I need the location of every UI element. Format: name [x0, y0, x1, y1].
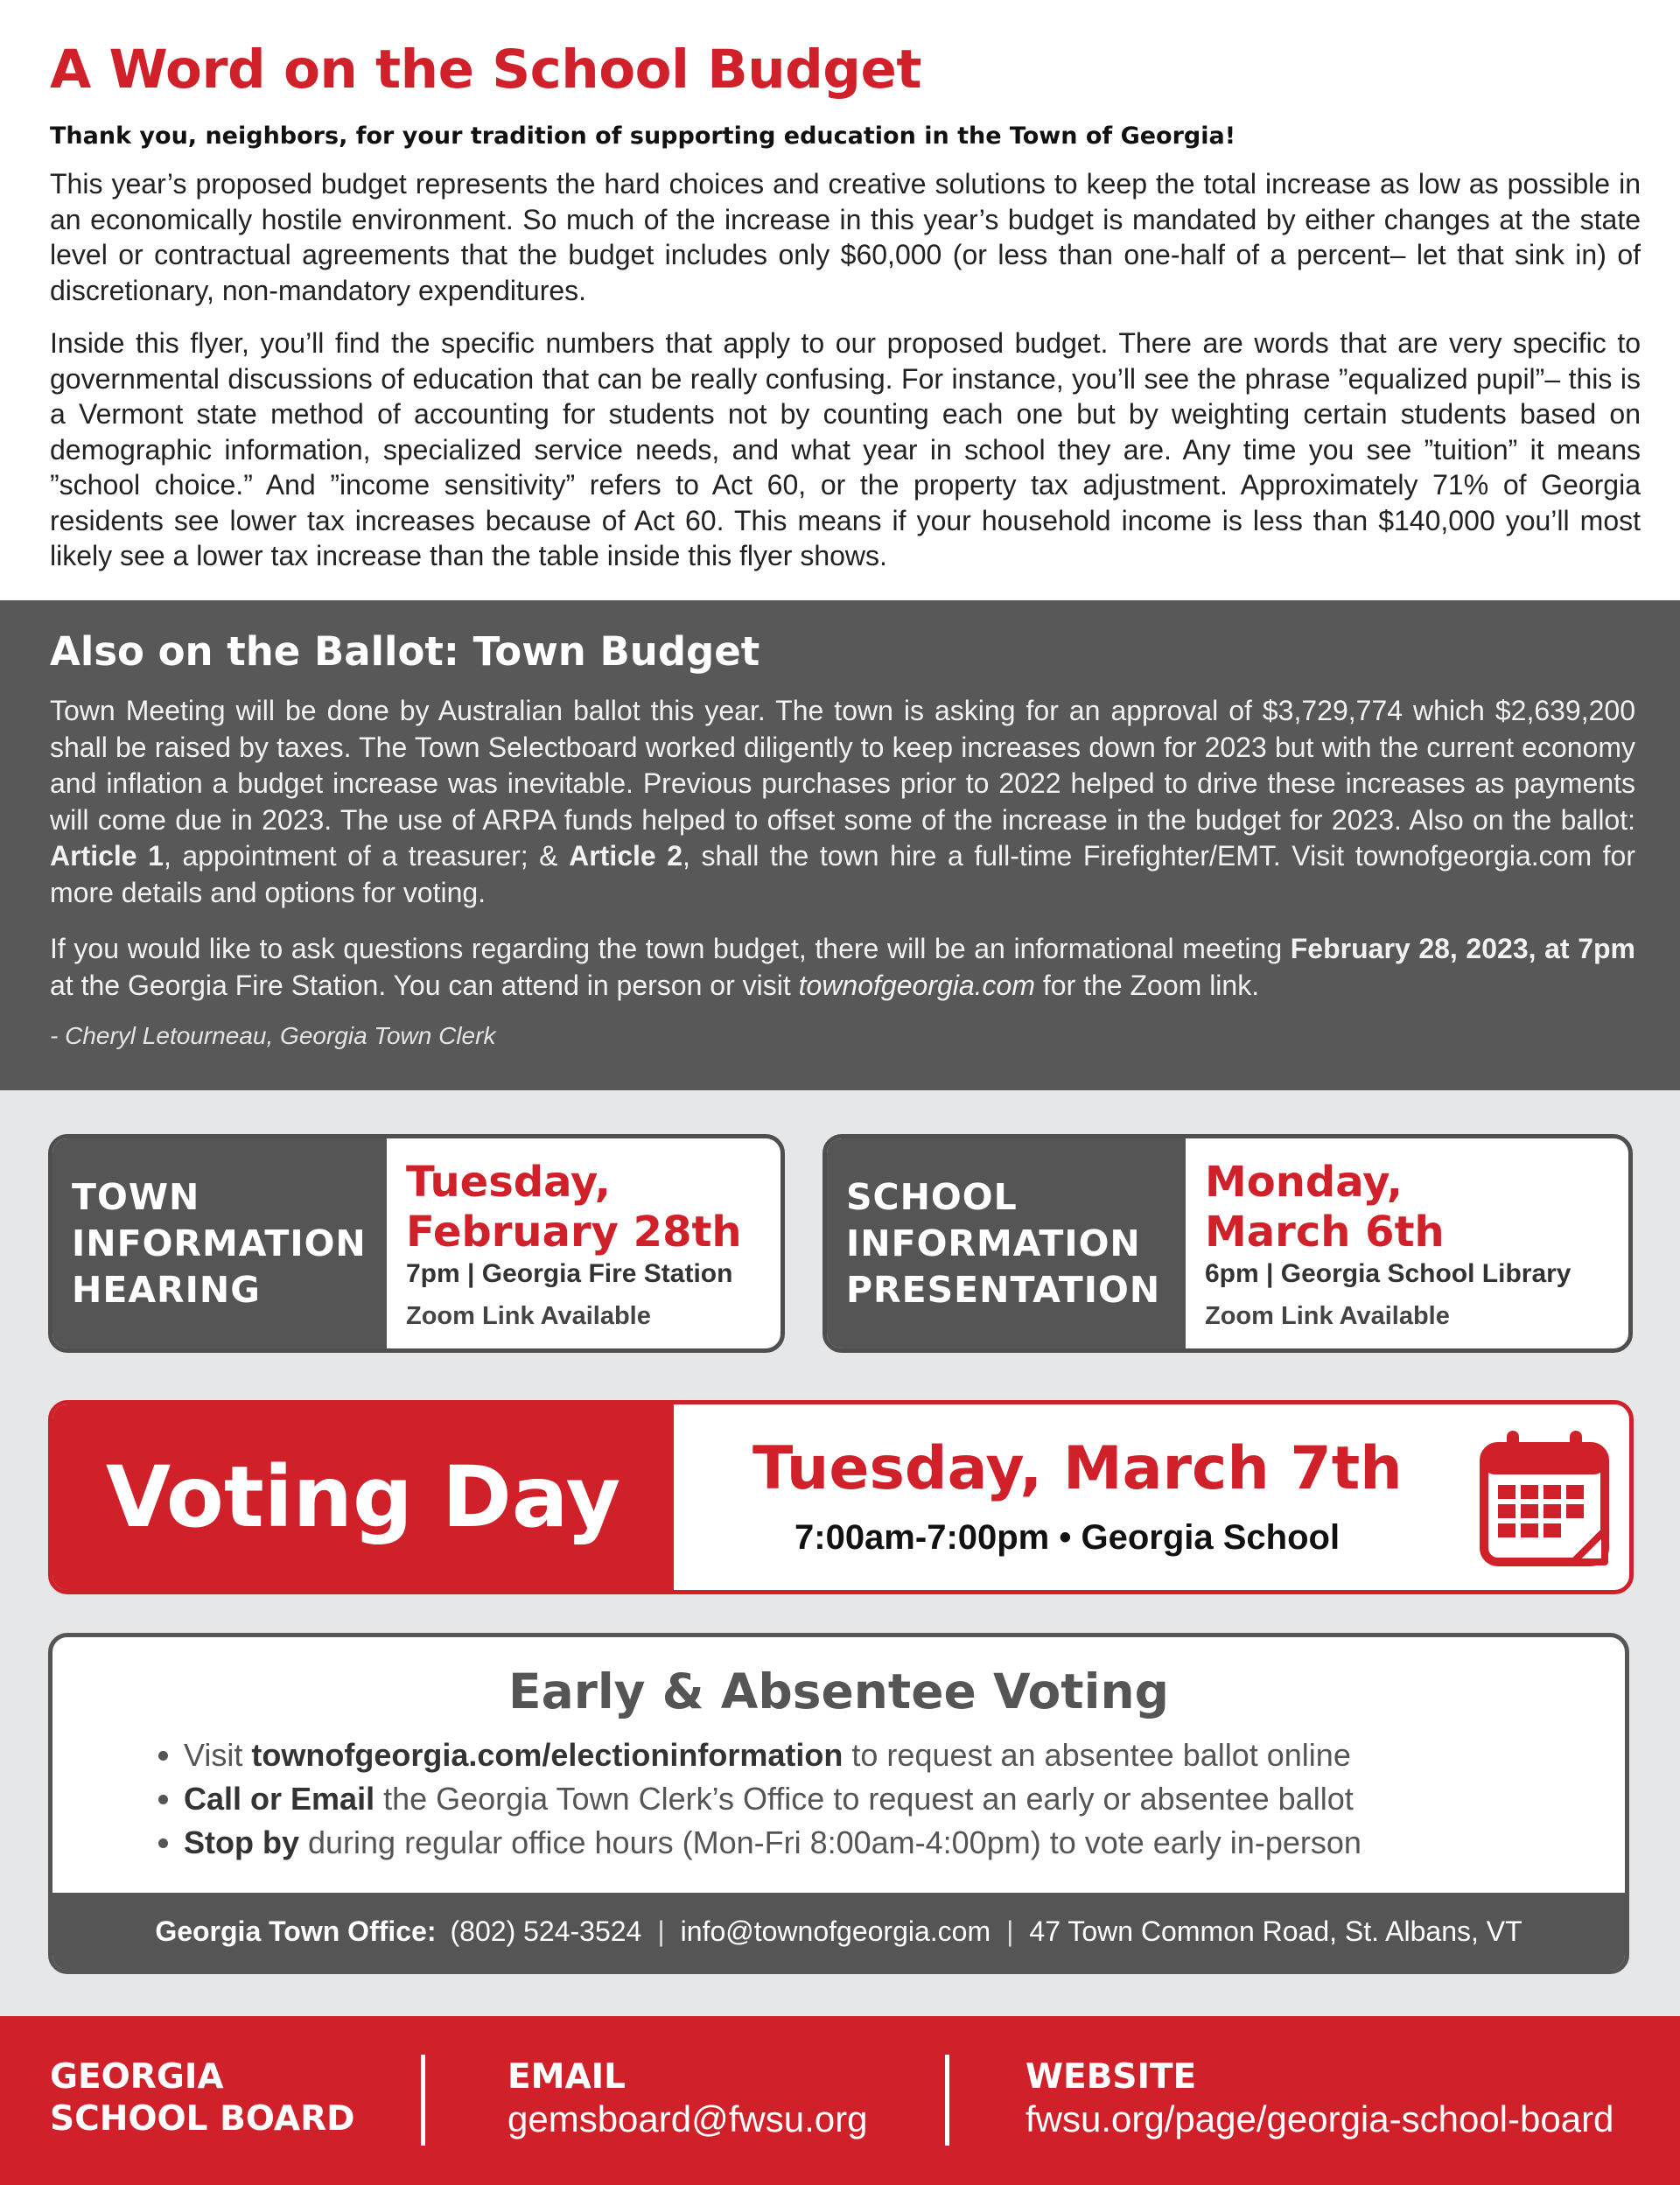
early-voting-title: Early & Absentee Voting	[508, 1663, 1169, 1719]
label-line: INFORMATION	[846, 1222, 1141, 1264]
town-hearing-time-place: 7pm | Georgia Fire Station	[406, 1259, 733, 1288]
school-presentation-time-place: 6pm | Georgia School Library	[1205, 1259, 1572, 1288]
town-budget-text: , shall the town hire a full-time Firefighter/EMT. Visit townofgeorgia.com for more details and options for voting.	[50, 840, 1636, 908]
label-line: PRESENTATION	[846, 1268, 1161, 1311]
website-value[interactable]: fwsu.org/page/georgia-school-board	[1026, 2098, 1614, 2139]
bullet-bold: Call or Email	[184, 1781, 375, 1817]
signature: - Cheryl Letourneau, Georgia Town Clerk	[50, 1022, 496, 1049]
list-item	[184, 1777, 1362, 1821]
town-budget-text: Town Meeting will be done by Australian ballot this year. The town is asking for an approval of $3,729,774 which $2,639,200 shall be raised by taxes. The Town Selectboard worked diligently to keep increases down for 2023 but with the current economy and inflation a budget increase was inevitable. Previous purchases prior to 2022 helped to drive these increases as payments will come due in 2023. The use of ARPA funds helped to offset some of the increase in the budget for 2023. Also on the ballot:	[50, 695, 1635, 836]
town-office-contact-bar	[52, 1893, 1625, 1970]
footer-divider	[421, 2055, 425, 2146]
town-budget-text: for the Zoom link.	[1035, 969, 1260, 1001]
day: Monday,	[1205, 1158, 1403, 1207]
town-office-label: Georgia Town Office:	[155, 1915, 437, 1947]
meeting-date: February 28, 2023, at 7pm	[1290, 933, 1635, 964]
town-hearing-details	[387, 1138, 780, 1348]
footer-website	[1026, 2056, 1614, 2140]
town-office-phone[interactable]: (802) 524-3524	[450, 1915, 642, 1947]
website-label: WEBSITE	[1026, 2057, 1197, 2097]
school-presentation-label	[827, 1138, 1186, 1348]
school-presentation-date	[1205, 1158, 1445, 1257]
org-line: GEORGIA	[50, 2057, 224, 2097]
divider: |	[657, 1915, 665, 1947]
bullet-text: during regular office hours (Mon-Fri 8:00am-4:00pm) to vote early in-person	[299, 1824, 1362, 1860]
list-item	[184, 1821, 1362, 1865]
voting-day-box	[48, 1400, 1634, 1594]
town-budget-paragraph-2	[50, 931, 1635, 1004]
school-presentation-details	[1186, 1138, 1628, 1348]
town-hearing-box	[48, 1134, 785, 1353]
list-item	[184, 1733, 1362, 1777]
footer-email	[508, 2056, 868, 2140]
label-line: INFORMATION	[72, 1222, 367, 1264]
footer	[0, 2016, 1680, 2185]
town-budget-paragraph-1	[50, 693, 1635, 911]
date: March 6th	[1205, 1208, 1445, 1257]
school-budget-paragraph-1: This year’s proposed budget represents the hard choices and creative solutions to keep the total increase as low as possible in an economically hostile environment. So much of the increase in this year’s budget is mandated by either changes at the state level or contractual agreements that the budget includes only $60,000 (or less than one-half of a percent– let that sink in) of discretionary, non-mandatory expenditures.	[50, 168, 1641, 306]
bullet-text: the Georgia Town Clerk’s Office to request an early or absentee ballot	[374, 1781, 1354, 1817]
town-hearing-zoom: Zoom Link Available	[406, 1302, 651, 1330]
day: Tuesday,	[406, 1158, 611, 1207]
voting-day-date: Tuesday, March 7th	[752, 1434, 1403, 1503]
school-presentation-zoom: Zoom Link Available	[1205, 1302, 1450, 1330]
bullet-text: to request an absentee ballot online	[843, 1737, 1351, 1773]
school-presentation-box	[822, 1134, 1633, 1353]
town-website-link[interactable]: townofgeorgia.com	[798, 969, 1035, 1001]
org-line: SCHOOL BOARD	[50, 2099, 355, 2139]
footer-divider	[945, 2055, 949, 2146]
town-office-address: 47 Town Common Road, St. Albans, VT	[1029, 1915, 1522, 1947]
bullet-bold: Stop by	[184, 1824, 299, 1860]
town-office-email[interactable]: info@townofgeorgia.com	[680, 1915, 991, 1947]
school-budget-section	[0, 0, 1680, 600]
election-info-link[interactable]: townofgeorgia.com/electioninformation	[251, 1737, 844, 1773]
footer-org	[50, 2056, 355, 2140]
label-line: TOWN	[72, 1175, 200, 1218]
school-budget-title: A Word on the School Budget	[50, 39, 921, 101]
calendar-icon	[1479, 1427, 1610, 1567]
date: February 28th	[406, 1208, 742, 1257]
email-label: EMAIL	[508, 2057, 626, 2097]
email-value[interactable]: gemsboard@fwsu.org	[508, 2098, 868, 2139]
events-section	[0, 1090, 1680, 2016]
early-voting-list	[131, 1733, 1362, 1865]
town-budget-title: Also on the Ballot: Town Budget	[50, 628, 760, 675]
label-line: SCHOOL	[846, 1175, 1018, 1218]
voting-day-time-place: 7:00am-7:00pm • Georgia School	[794, 1518, 1340, 1557]
town-budget-section	[0, 600, 1680, 1090]
town-budget-text: at the Georgia Fire Station. You can attend in person or visit	[50, 969, 799, 1001]
town-hearing-date	[406, 1158, 742, 1257]
school-budget-subtitle: Thank you, neighbors, for your tradition of supporting education in the Town of Georgia!	[50, 123, 1236, 150]
voting-day-label: Voting Day	[52, 1404, 674, 1590]
article-2: Article 2	[569, 840, 683, 872]
school-budget-paragraph-2: Inside this flyer, you’ll find the specific numbers that apply to our proposed budget. There are words that are very specific to governmental discussions of education that can be really confusing. For instance, you’ll see the phrase ”equalized pupil”– this is a Vermont state method of accounting for students not by counting each one but by weighting certain students based on demographic information, specialized service needs, and what year in school they are. Any time you see ”tuition” it means ”school choice.” And ”income sensitivity” refers to Act 60, or the property tax adjustment. Approximately 71% of Georgia residents see lower tax increases because of Act 60. This means if your household income is less than $140,000 you’ll most likely see a lower tax increase than the table inside this flyer shows.	[50, 327, 1641, 571]
town-budget-text: , appointment of a treasurer; &	[163, 840, 570, 872]
divider: |	[1006, 1915, 1014, 1947]
label-line: HEARING	[72, 1268, 261, 1311]
early-voting-box	[48, 1633, 1629, 1974]
bullet-text: Visit	[184, 1737, 252, 1773]
article-1: Article 1	[50, 840, 164, 872]
town-budget-text: If you would like to ask questions regarding the town budget, there will be an informational meeting	[50, 933, 1291, 964]
town-hearing-label	[52, 1138, 387, 1348]
